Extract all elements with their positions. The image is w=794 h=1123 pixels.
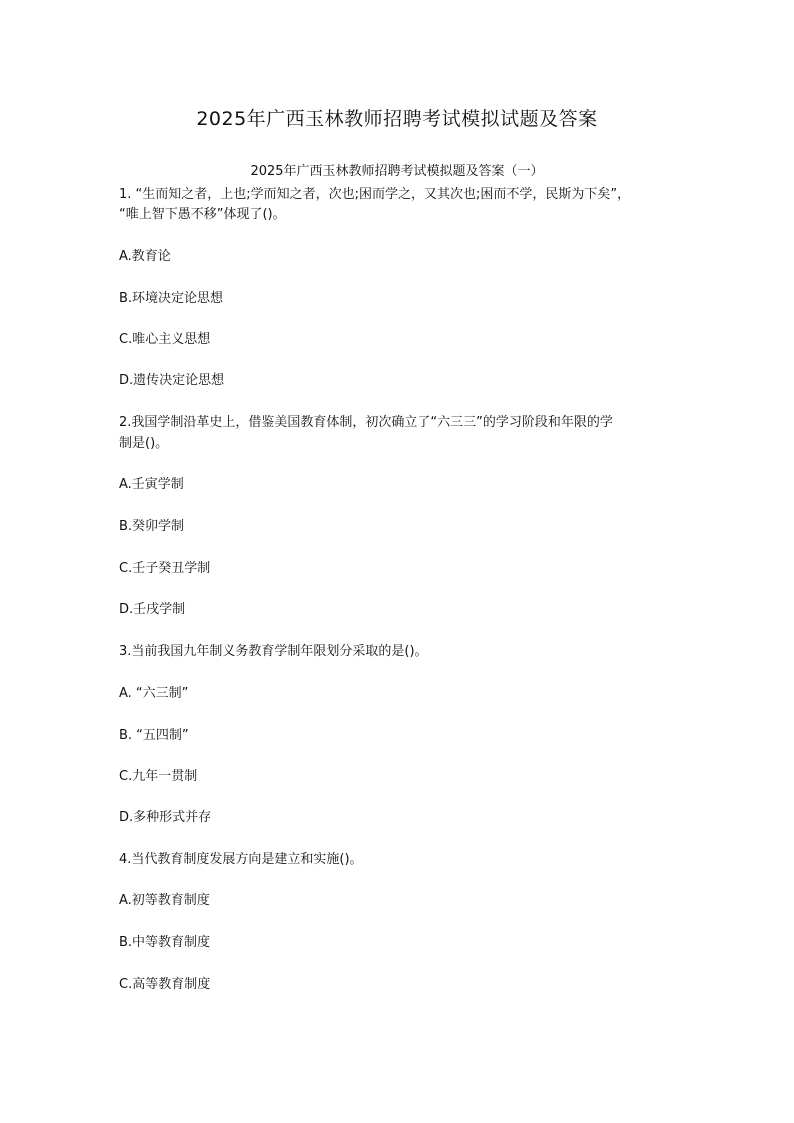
question-2-option-d: D.壬戌学制: [119, 602, 186, 617]
question-3-option-d: D.多种形式并存: [119, 810, 212, 825]
question-1-option-a: A.教育论: [119, 249, 171, 264]
question-2-option-b: B.癸卯学制: [119, 519, 185, 534]
question-2-stem-line-2: 制是()。: [119, 436, 169, 451]
document-subtitle: 2025年广西玉林教师招聘考试模拟题及答案（一）: [250, 164, 544, 179]
question-4-option-c: C.高等教育制度: [119, 977, 211, 992]
question-2-stem-line-1: 2.我国学制沿革史上，借鉴美国教育体制，初次确立了“六三三”的学习阶段和年限的学: [119, 415, 613, 430]
question-1-option-c: C.唯心主义思想: [119, 332, 211, 347]
question-2-option-c: C.壬子癸丑学制: [119, 561, 211, 576]
question-1-stem-line-1: 1. “生而知之者，上也;学而知之者，次也;困而学之，又其次也;困而不学，民斯为下矣”，: [119, 187, 631, 202]
question-1-stem-line-2: “唯上智下愚不移”体现了()。: [119, 207, 286, 222]
question-1-option-b: B.环境决定论思想: [119, 291, 224, 306]
question-3-stem-line-1: 3.当前我国九年制义务教育学制年限划分采取的是()。: [119, 644, 428, 659]
question-2-option-a: A.壬寅学制: [119, 477, 184, 492]
question-4-stem-line-1: 4.当代教育制度发展方向是建立和实施()。: [119, 852, 363, 867]
question-3-option-c: C.九年一贯制: [119, 769, 198, 784]
question-3-option-a: A. “六三制”: [119, 686, 189, 701]
question-1-option-d: D.遗传决定论思想: [119, 373, 225, 388]
question-3-option-b: B. “五四制”: [119, 728, 189, 743]
document-title: 2025年广西玉林教师招聘考试模拟试题及答案: [196, 108, 598, 130]
question-4-option-b: B.中等教育制度: [119, 935, 211, 950]
question-4-option-a: A.初等教育制度: [119, 893, 210, 908]
